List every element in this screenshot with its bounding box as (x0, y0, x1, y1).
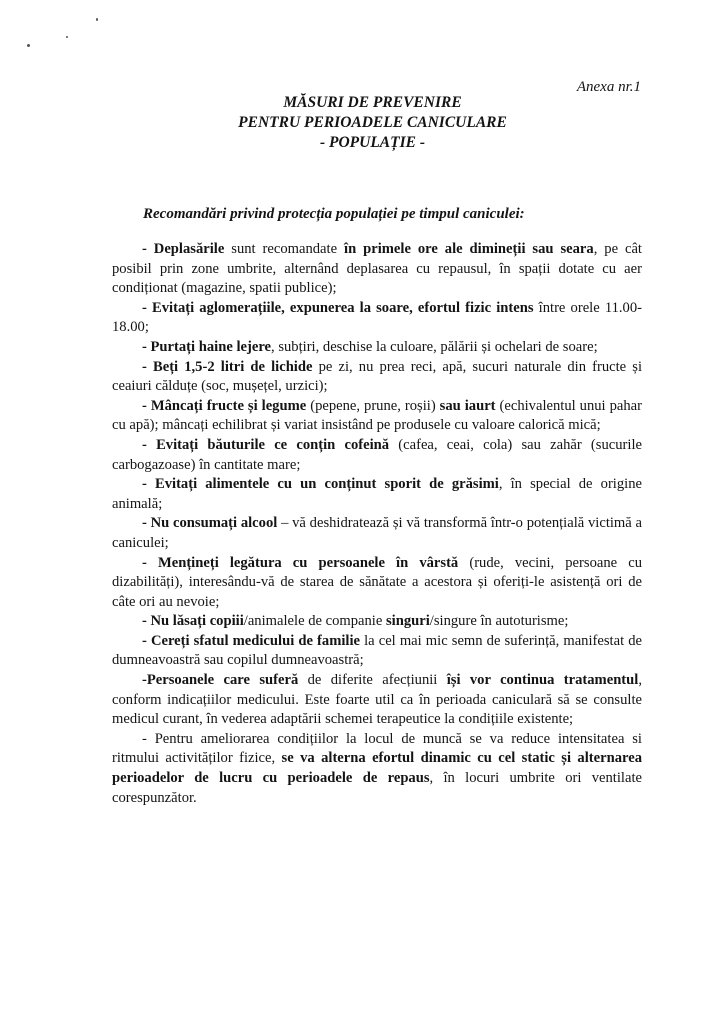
bold-text: - Cereți sfatul medicului de familie (142, 632, 360, 649)
list-item (112, 554, 642, 613)
bold-text: - Nu consumați alcool (142, 515, 278, 532)
bold-text: - Beți 1,5-2 litri de lichide (142, 358, 313, 375)
bold-text: își vor continua tratamentul (446, 672, 639, 689)
title-line-1: MĂSURI DE PREVENIRE (283, 94, 462, 111)
recommendations-list (112, 240, 642, 808)
bold-text: - Purtați haine lejere (142, 338, 272, 355)
regular-text: , în locuri umbrite ori ventilate corespunzător. (112, 770, 642, 806)
list-item (112, 730, 642, 808)
scan-speck (96, 18, 98, 21)
bold-text: - Mâncați fructe și legume (142, 397, 307, 414)
bold-text: - Evitați băuturile ce conțin cofeină (142, 436, 390, 453)
bold-text: - Mențineți legătura cu persoanele în vârstă (142, 554, 459, 571)
bold-text: se va alterna efortul dinamic cu cel static și alternarea perioadelor de lucru cu perioadele de repaus (112, 750, 642, 787)
list-item (112, 397, 642, 436)
bold-text: sau iaurt (439, 397, 496, 414)
list-item (112, 612, 642, 632)
list-item (112, 671, 642, 730)
list-item (112, 358, 642, 397)
regular-text: de diferite afecțiunii (298, 672, 447, 689)
section-heading: Recomandări privind protecția populației pe timpul caniculei: (143, 206, 525, 222)
bold-text: - Evitați alimentele cu un conținut sporit de grăsimi (142, 476, 499, 493)
regular-text: - Pentru ameliorarea condițiilor la locul de muncă se va reduce intensitatea si ritmului activităților fizice, (112, 730, 642, 767)
annex-label: Anexa nr.1 (576, 79, 641, 95)
bold-text: - Nu lăsați copiii (142, 613, 244, 630)
list-item (112, 299, 642, 338)
list-item (112, 338, 642, 358)
list-item (112, 514, 642, 553)
bold-text: în primele ore ale dimineții sau seara (344, 241, 594, 257)
title-line-3: - POPULAȚIE - (319, 134, 426, 151)
regular-text: (pepene, prune, roșii) (306, 397, 440, 414)
bold-text: -Persoanele care suferă (142, 672, 299, 689)
bold-text: singuri (386, 613, 430, 630)
regular-text: , pe cât posibil prin zone umbrite, alternând deplasarea cu repausul, în spații dotate cu aer condiționat (magazine, spatii publice); (112, 241, 642, 297)
regular-text: , conform indicațiilor medicului. Este foarte util ca în perioada caniculară să se consulte medicul curant, în vederea adaptării schemei terapeutice la condițiile existente; (112, 672, 642, 728)
regular-text: (echivalentul unui pahar cu apă); mâncați echilibrat și variat insistând pe produsele cu valoare calorică mică; (112, 397, 642, 434)
scan-speck (27, 44, 30, 47)
regular-text: , în special de origine animală; (112, 476, 642, 512)
regular-text: între orele 11.00-18.00; (112, 299, 642, 336)
bold-text: - Deplasările (142, 241, 225, 257)
regular-text: , subțiri, deschise la culoare, pălării și ochelari de soare; (271, 338, 598, 355)
bold-text: - Evitați aglomerațiile, expunerea la soare, efortul fizic intens (142, 299, 534, 316)
regular-text: /animalele de companie (243, 613, 386, 630)
list-item (112, 632, 642, 671)
regular-text: pe zi, nu prea reci, apă, sucuri naturale din fructe și ceaiuri călduțe (soc, mușețel, urzici); (112, 358, 643, 395)
regular-text: (rude, vecini, persoane cu dizabilități), interesându-vă de starea de sănătate a acestora și oferiți-le asistență ori de câte ori au nevoie; (112, 554, 642, 610)
list-item (112, 436, 642, 475)
scan-speck (66, 36, 68, 38)
list-item (112, 475, 642, 514)
list-item (112, 240, 642, 299)
regular-text: /singure în autoturisme; (429, 613, 569, 630)
document-title (0, 93, 725, 153)
regular-text: – vă deshidratează și vă transformă într-o potențială victimă a caniculei; (112, 515, 642, 551)
regular-text: la cel mai mic semn de suferință, manifestat de dumneavoastră sau copilul dumneavoastră; (112, 632, 642, 669)
regular-text: sunt recomandate (224, 241, 345, 257)
regular-text: (cafea, ceai, cola) sau zahăr (sucurile carbogazoase) în cantitate mare; (112, 436, 642, 473)
title-line-2: PENTRU PERIOADELE CANICULARE (238, 114, 507, 131)
